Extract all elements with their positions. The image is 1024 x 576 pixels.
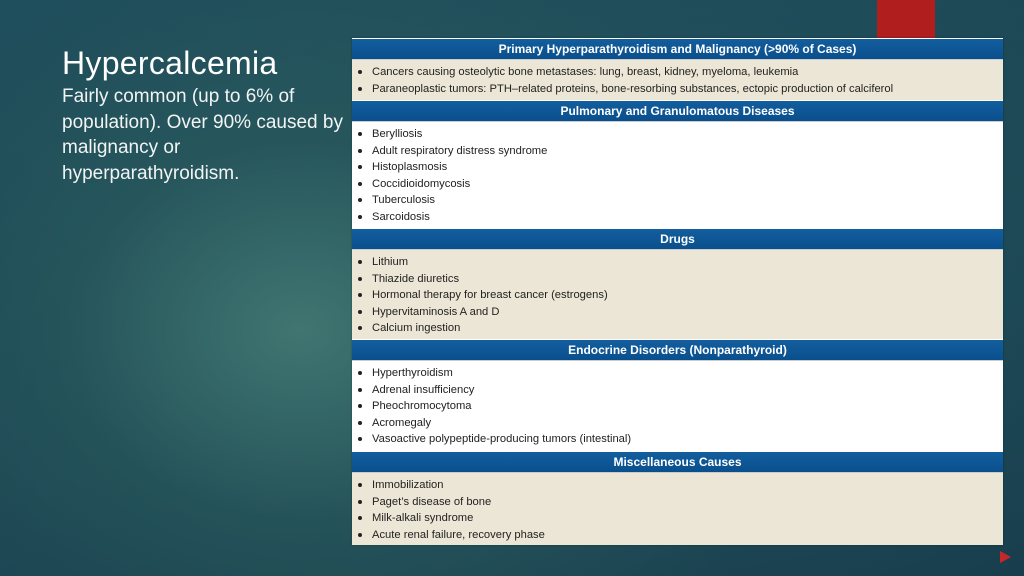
section-body-misc	[352, 472, 1003, 545]
list-item: Immobilization	[352, 477, 1003, 494]
slide-title: Hypercalcemia	[62, 45, 278, 81]
title-block	[62, 44, 347, 186]
section-body-primary	[352, 59, 1003, 100]
list-item: Hyperthyroidism	[352, 365, 1003, 382]
list-item: Paget’s disease of bone	[352, 494, 1003, 511]
list-item: Milk-alkali syndrome	[352, 510, 1003, 527]
section-header-misc: Miscellaneous Causes	[352, 451, 1003, 472]
section-body-endocrine	[352, 360, 1003, 451]
item-list	[352, 477, 1003, 543]
list-item: Pheochromocytoma	[352, 398, 1003, 415]
list-item: Cancers causing osteolytic bone metastases: lung, breast, kidney, myeloma, leukemia	[352, 64, 1003, 81]
list-item: Acute renal failure, recovery phase	[352, 527, 1003, 544]
list-item: Adult respiratory distress syndrome	[352, 143, 1003, 160]
next-slide-arrow-icon[interactable]	[1000, 551, 1011, 563]
list-item: Paraneoplastic tumors: PTH–related proteins, bone-resorbing substances, ectopic production of calciferol	[352, 81, 1003, 98]
item-list	[352, 254, 1003, 337]
section-header-endocrine: Endocrine Disorders (Nonparathyroid)	[352, 339, 1003, 360]
red-accent-tab	[877, 0, 935, 38]
section-body-pulmonary	[352, 121, 1003, 228]
list-item: Lithium	[352, 254, 1003, 271]
list-item: Thiazide diuretics	[352, 271, 1003, 288]
list-item: Hypervitaminosis A and D	[352, 304, 1003, 321]
item-list	[352, 64, 1003, 97]
list-item: Tuberculosis	[352, 192, 1003, 209]
list-item: Acromegaly	[352, 415, 1003, 432]
list-item: Calcium ingestion	[352, 320, 1003, 337]
section-header-drugs: Drugs	[352, 228, 1003, 249]
causes-table	[352, 38, 1003, 545]
list-item: Coccidioidomycosis	[352, 176, 1003, 193]
list-item: Berylliosis	[352, 126, 1003, 143]
item-list	[352, 365, 1003, 448]
list-item: Vasoactive polypeptide-producing tumors (intestinal)	[352, 431, 1003, 448]
list-item: Hormonal therapy for breast cancer (estrogens)	[352, 287, 1003, 304]
item-list	[352, 126, 1003, 226]
list-item: Adrenal insufficiency	[352, 382, 1003, 399]
section-header-primary: Primary Hyperparathyroidism and Malignancy (>90% of Cases)	[352, 38, 1003, 59]
section-body-drugs	[352, 249, 1003, 339]
list-item: Histoplasmosis	[352, 159, 1003, 176]
section-header-pulmonary: Pulmonary and Granulomatous Diseases	[352, 100, 1003, 121]
slide-subtitle: Fairly common (up to 6% of population). Over 90% caused by malignancy or hyperparathyroidism.	[62, 86, 343, 184]
list-item: Sarcoidosis	[352, 209, 1003, 226]
